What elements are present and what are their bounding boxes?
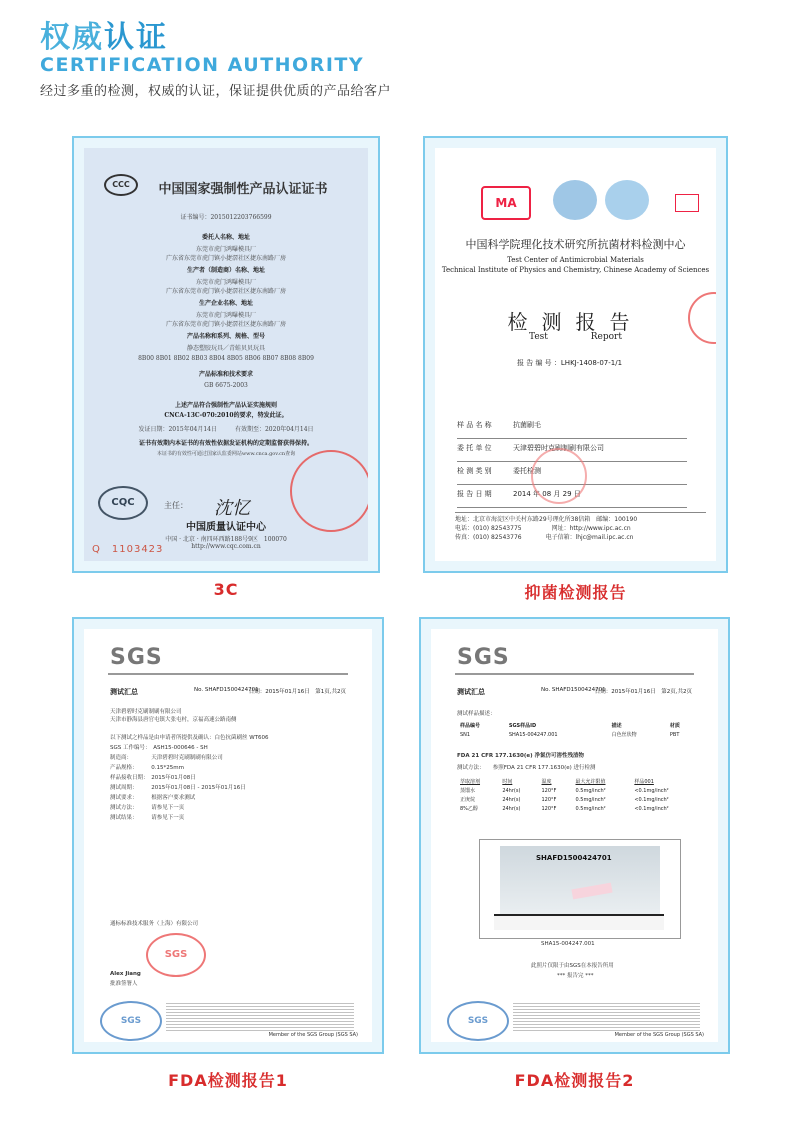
report-line: 测试结果： 请参见下一页 — [110, 815, 185, 821]
ma-logo: MA — [481, 186, 531, 220]
ccc-certificate-image — [84, 148, 368, 561]
report-footer: 地址：北京市海淀区中关村东路29号理化所38信箱 邮编：100190 电话：(010) 82543775 网址：http://www.ipc.ac.cn 传真：(010) 82543776 电子信箱：lhjc@mail.ipc.ac.cn — [455, 512, 706, 542]
standard-label: 产品标准和技术要求 — [198, 371, 253, 378]
company-address: 天津市静海县唐官屯镇大张屯村，京福高速公路南侧 — [110, 717, 237, 723]
report-date: 日期：2015年01月16日 第1页,共2页 — [248, 689, 346, 695]
company-name: 天津碧碧时克刷制刷有限公司 — [110, 709, 182, 715]
sign-label: 主任： — [164, 501, 188, 510]
report-line: SGS 工作编号： ASH15-000646 - SH — [110, 745, 208, 751]
cnas-icon — [605, 180, 649, 220]
sample-photo — [479, 839, 681, 939]
fda-report-2-image — [431, 629, 718, 1042]
certificate-card-3c[interactable] — [72, 136, 380, 573]
divider — [108, 673, 348, 675]
red-seal-icon — [531, 448, 587, 504]
report-heading: 测试汇总 — [457, 688, 485, 696]
title-part-1: 权威 — [40, 20, 104, 55]
factory-address: 广东省东莞市虎门镇小捷滘社区捷东南路厂房 — [165, 321, 286, 328]
sgs-logo: SGS — [457, 645, 510, 670]
factory-label: 生产企业名称、地址 — [198, 300, 253, 307]
product-name: 静态塑胶玩具／青蛙贝贝玩具 — [186, 345, 265, 352]
sign-person: Alex Jiang — [110, 971, 141, 977]
client-name: 东莞市虎门鸿曝模具厂 — [195, 246, 256, 253]
cert-dates: 发证日期：2015年04月14日 有效期至：2020年04月14日 — [138, 426, 314, 433]
standard-value: GB 6675-2003 — [204, 382, 248, 389]
caption-antibacterial: 抑菌检测报告 — [524, 583, 627, 602]
red-seal-icon: SGS — [146, 933, 206, 977]
factory-name: 东莞市虎门鸿曝模具厂 — [195, 312, 256, 319]
report-date: 日期：2015年01月16日 第2页,共2页 — [594, 689, 692, 695]
product-models: 8B00 8B01 8B02 8B03 8B04 8B05 8B06 8B07 8B08 8B09 — [138, 355, 314, 362]
report-field-row: 检 测 类 别 委托检测 — [457, 462, 687, 485]
report-line: 以下测试之样品是由申请者所提供及确认：白色抗菌刷丝 WT606 — [110, 735, 269, 741]
caption-fda-1: FDA检测报告1 — [168, 1071, 288, 1090]
cqc-logo: CQC — [98, 486, 148, 520]
certificate-card-antibacterial[interactable] — [423, 136, 728, 573]
antibacterial-report-image — [435, 148, 716, 561]
report-line: 测试方法： 请参见下一页 — [110, 805, 185, 811]
report-field-row: 样 品 名 称 抗菌刷毛 — [457, 416, 687, 439]
maker-name: 东莞市虎门鸿曝模具厂 — [195, 279, 256, 286]
page-subtitle-en: CERTIFICATION AUTHORITY — [40, 54, 365, 76]
page-description: 经过多重的检测，权威的认证，保证提供优质的产品给客户 — [40, 84, 392, 99]
sample-table: 样品编号 SGS样品ID 描述 材质 SN1 SHA15-004247.001 白色丝状物 PBT — [460, 723, 680, 738]
report-end: *** 报告完 *** — [557, 973, 594, 979]
signature: 沈忆 — [214, 498, 250, 519]
report-number: 报 告 编 号 ：LHKJ-1408-07-1/1 — [517, 359, 623, 367]
sgs-round-seal: SGS — [100, 1001, 162, 1041]
client-address: 广东省东莞市虎门镇小捷滘社区捷东南路厂房 — [165, 255, 286, 262]
red-stamp-icon — [675, 194, 699, 212]
client-label: 委托人名称、地址 — [201, 234, 250, 241]
cert-validity: 证书有效期内本证书的有效性依据发证机构的定期监督获得保持。 — [138, 440, 313, 447]
ruler-icon — [494, 914, 664, 930]
caption-3c: 3C — [213, 580, 239, 599]
page-title — [40, 12, 168, 56]
fda-report-1-image — [84, 629, 372, 1042]
sgs-member: Member of the SGS Group (SGS SA) — [268, 1032, 358, 1038]
report-field-row: 委 托 单 位 天津碧碧时克刷制刷有限公司 — [457, 439, 687, 462]
report-big-title: 检测报告 — [507, 310, 644, 334]
certificate-card-fda-1[interactable] — [72, 617, 384, 1054]
issuer: 中国质量认证中心 — [186, 522, 266, 533]
report-field-row: 报 告 日 期 2014 年 08 月 29 日 — [457, 485, 687, 508]
report-line: 制造商： 天津碧碧时克刷制刷有限公司 — [110, 755, 223, 761]
sign-label: 批准签署人 — [110, 981, 138, 987]
fda-test-title: FDA 21 CFR 177.1630(e) 净氯仿可溶性残渣物 — [457, 753, 585, 759]
maker-address: 广东省东莞市虎门镇小捷滘社区捷东南路厂房 — [165, 288, 286, 295]
ccc-logo: CCC — [104, 174, 138, 196]
sgs-member: Member of the SGS Group (SGS SA) — [614, 1032, 704, 1038]
sign-company: 通标标准技术服务（上海）有限公司 — [110, 921, 199, 927]
report-line: 样品接收日期： 2015年01月08日 — [110, 775, 196, 781]
report-number: No. SHAFD1500424701 — [194, 687, 259, 693]
issuer-website: http://www.cqc.com.cn — [191, 543, 261, 550]
center-name-en-2: Technical Institute of Physics and Chemistry, Chinese Academy of Sciences — [441, 266, 710, 274]
center-name-cn: 中国科学院理化技术研究所抗菌材料检测中心 — [465, 238, 686, 251]
report-number: No. SHAFD1500424701 — [541, 687, 606, 693]
cert-website-note: 本证书的有效性可通过国家认监委网站www.cnca.gov.cn查询 — [156, 451, 296, 457]
report-heading: 测试汇总 — [110, 688, 138, 696]
sgs-round-seal: SGS — [447, 1001, 509, 1041]
sample-label: 测试样品描述： — [457, 711, 496, 717]
report-line: 产品规格： 0.15*25mm — [110, 765, 184, 771]
center-name-en-1: Test Center of Antimicrobial Materials — [507, 256, 644, 264]
cert-serial: Q 1103423 — [92, 544, 164, 555]
report-line: 测试周期： 2015年01月08日 - 2015年01月16日 — [110, 785, 246, 791]
rule-line-2: CNCA-13C-070:2010的要求，特发此证。 — [164, 412, 288, 419]
photo-note: 此照片仅限于由SGS在本报告所用 — [531, 963, 614, 969]
report-line: 测试要求： 根据客户要求测试 — [110, 795, 196, 801]
report-en-title: Test Report — [529, 332, 622, 342]
photo-label: SHAFD1500424701 — [536, 854, 612, 862]
rule-line-1: 上述产品符合强制性产品认证实施规则 — [174, 402, 277, 409]
product-label: 产品名称和系列、规格、型号 — [186, 333, 265, 340]
divider — [455, 673, 694, 675]
test-method: 测试方法： 参照FDA 21 CFR 177.1630(e) 进行检测 — [457, 765, 596, 771]
issuer-address: 中国 · 北京 · 南四环西路188号9区 100070 — [165, 536, 287, 543]
cert-number: 证书编号：2015012203766599 — [180, 214, 272, 221]
certificate-card-fda-2[interactable] — [419, 617, 730, 1054]
results-table: 萃取溶剂 时间 温度 最大允许限值 样品001 蒸馏水 24hr(s) 120°F 0.5mg/inch² <0.1mg/inch² 正庚烷 24hr(s) 120°F 0.5mg/inch² <0.1mg/inch² 8%乙醇 24hr(s) 120°F 0.5mg/inch² <0.1mg/inch² — [460, 779, 669, 812]
fine-print — [513, 1001, 700, 1031]
accreditation-logos — [475, 178, 675, 218]
cert-title: 中国国家强制性产品认证证书 — [158, 182, 328, 197]
ilac-mra-icon — [553, 180, 597, 220]
sgs-logo: SGS — [110, 645, 163, 670]
photo-caption: SHA15-004247.001 — [541, 941, 595, 947]
title-part-2: 认证 — [104, 20, 168, 55]
fine-print — [166, 1001, 354, 1031]
maker-label: 生产者（制造商）名称、地址 — [186, 267, 265, 274]
caption-fda-2: FDA检测报告2 — [514, 1071, 635, 1090]
